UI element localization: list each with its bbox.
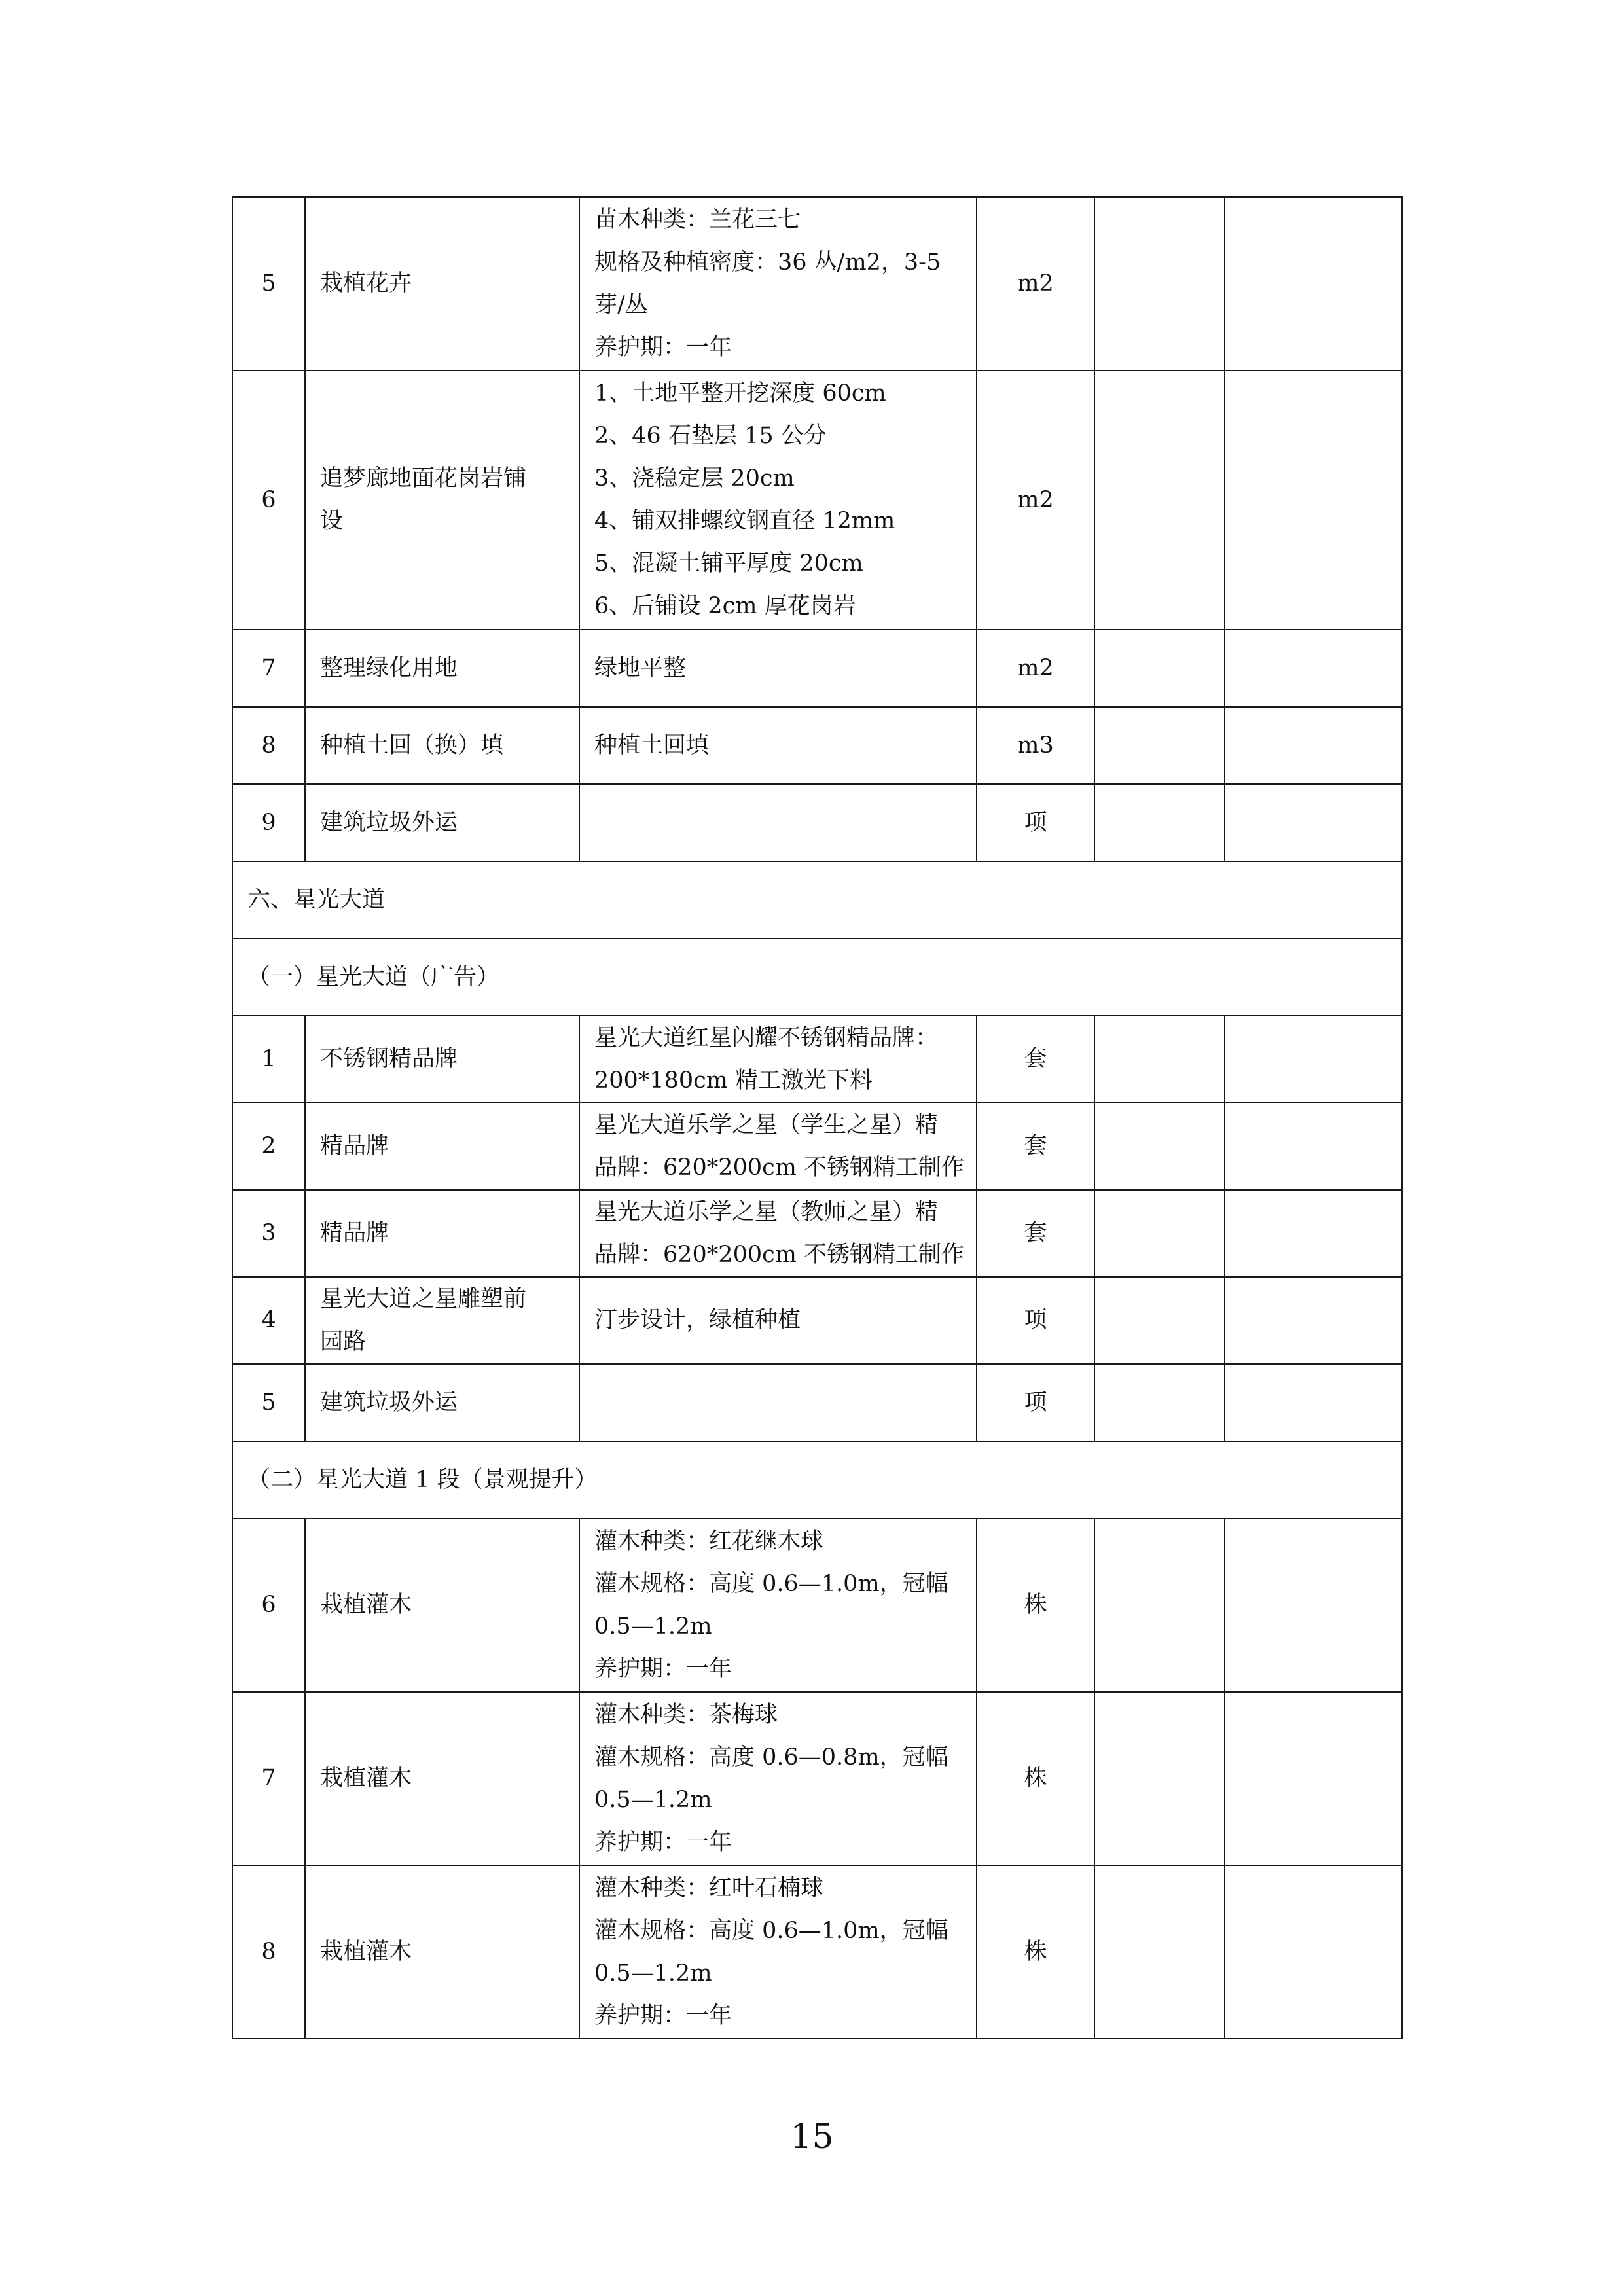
item-description-cell [579,370,977,630]
item-number-cell: 7 [232,630,305,707]
unit-cell: m2 [977,197,1094,370]
cell-line: 灌木种类：红花继木球 [594,1528,824,1554]
remark-cell [1225,1865,1402,2039]
table-body-block1 [232,197,1402,861]
cell-line: 0.5—1.2m [594,1960,712,1986]
subsection-title-2: （二）星光大道 1 段（景观提升） [232,1441,1402,1518]
subsection-title-1: （一）星光大道（广告） [232,939,1402,1016]
item-number-cell: 7 [232,1692,305,1865]
cell-line: 养护期：一年 [594,2002,732,2029]
cell-line: 园路 [320,1328,367,1355]
table-row [232,630,1402,707]
unit-cell: 株 [977,1692,1094,1865]
quantity-cell [1094,1016,1225,1103]
item-name-cell [305,707,579,784]
cell-line: 灌木种类：红叶石楠球 [594,1874,824,1901]
cell-line: 栽植灌木 [320,1592,412,1618]
quantity-cell [1094,784,1225,861]
bill-of-quantities-table [232,196,1403,2039]
item-number-cell: 6 [232,370,305,630]
cell-line: 种植土回（换）填 [320,732,504,759]
cell-line: 星光大道之星雕塑前 [320,1285,527,1312]
unit-cell: 项 [977,1277,1094,1364]
table-row [232,1016,1402,1103]
quantity-cell [1094,1277,1225,1364]
item-description-cell [579,1016,977,1103]
cell-line: 栽植灌木 [320,1765,412,1791]
table-row [232,1865,1402,2039]
remark-cell [1225,197,1402,370]
quantity-cell [1094,197,1225,370]
unit-cell: 株 [977,1865,1094,2039]
cell-line: 养护期：一年 [594,334,732,361]
section-title: 六、星光大道 [232,861,1402,939]
remark-cell [1225,1016,1402,1103]
cell-line: 品牌：620*200cm 不锈钢精工制作 [594,1154,965,1181]
item-description-cell [579,1103,977,1190]
item-number-cell: 8 [232,707,305,784]
table-body-block3 [232,1518,1402,2039]
table-row [232,1190,1402,1277]
cell-line: 汀步设计，绿植种植 [594,1307,801,1333]
item-number-cell: 5 [232,197,305,370]
remark-cell [1225,370,1402,630]
remark-cell [1225,1190,1402,1277]
unit-cell: 套 [977,1103,1094,1190]
item-description-cell [579,707,977,784]
subsection-row [232,1441,1402,1518]
item-number-cell: 2 [232,1103,305,1190]
cell-line: 精品牌 [320,1220,389,1246]
cell-line: 建筑垃圾外运 [320,809,458,836]
table-row [232,197,1402,370]
remark-cell [1225,1692,1402,1865]
unit-cell: 株 [977,1518,1094,1692]
section-row [232,861,1402,939]
cell-line: 0.5—1.2m [594,1613,712,1640]
cell-line: 养护期：一年 [594,1829,732,1856]
item-name-cell [305,1016,579,1103]
table-row [232,370,1402,630]
item-name-cell [305,784,579,861]
cell-line: 灌木规格：高度 0.6—0.8m，冠幅 [594,1744,948,1770]
cell-line: 星光大道乐学之星（学生之星）精 [594,1111,939,1138]
cell-line: 4、铺双排螺纹钢直径 12mm [594,508,895,534]
cell-line: 养护期：一年 [594,1655,732,1682]
item-number-cell: 8 [232,1865,305,2039]
item-number-cell: 4 [232,1277,305,1364]
item-name-cell [305,1190,579,1277]
quantity-cell [1094,1692,1225,1865]
cell-line: 建筑垃圾外运 [320,1389,458,1416]
unit-cell: m2 [977,630,1094,707]
table-row [232,1692,1402,1865]
item-name-cell [305,1518,579,1692]
unit-cell: 套 [977,1016,1094,1103]
cell-line: 2、46 石垫层 15 公分 [594,423,827,449]
item-name-cell [305,1277,579,1364]
cell-line: 精品牌 [320,1133,389,1159]
item-description-cell [579,1865,977,2039]
unit-cell: m3 [977,707,1094,784]
subsection-row [232,939,1402,1016]
cell-line: 0.5—1.2m [594,1786,712,1813]
cell-line: 整理绿化用地 [320,655,458,681]
item-name-cell [305,1865,579,2039]
table-row [232,1364,1402,1441]
cell-line: 灌木规格：高度 0.6—1.0m，冠幅 [594,1917,948,1944]
cell-line: 追梦廊地面花岗岩铺 [320,465,527,492]
item-number-cell: 5 [232,1364,305,1441]
cell-line: 灌木规格：高度 0.6—1.0m，冠幅 [594,1570,948,1597]
remark-cell [1225,707,1402,784]
cell-line: 6、后铺设 2cm 厚花岗岩 [594,593,856,619]
table-body-block2 [232,1016,1402,1441]
remark-cell [1225,1277,1402,1364]
remark-cell [1225,1364,1402,1441]
cell-line: 种植土回填 [594,732,710,759]
unit-cell: m2 [977,370,1094,630]
cell-line: 不锈钢精品牌 [320,1046,458,1072]
item-number-cell: 3 [232,1190,305,1277]
cell-line: 规格及种植密度：36 丛/m2，3-5 [594,249,941,276]
item-name-cell [305,197,579,370]
table-row [232,707,1402,784]
cell-line: 1、土地平整开挖深度 60cm [594,380,886,406]
cell-line: 200*180cm 精工激光下料 [594,1067,873,1094]
unit-cell: 项 [977,1364,1094,1441]
table-row [232,784,1402,861]
quantity-cell [1094,1518,1225,1692]
unit-cell: 项 [977,784,1094,861]
item-description-cell [579,1692,977,1865]
cell-line: 灌木种类：茶梅球 [594,1701,778,1728]
cell-line: 栽植灌木 [320,1939,412,1965]
item-number-cell: 6 [232,1518,305,1692]
quantity-cell [1094,370,1225,630]
item-name-cell [305,1692,579,1865]
cell-line: 3、浇稳定层 20cm [594,465,795,492]
quantity-cell [1094,1103,1225,1190]
quantity-cell [1094,1865,1225,2039]
remark-cell [1225,1103,1402,1190]
item-number-cell: 1 [232,1016,305,1103]
cell-line: 设 [320,508,344,534]
item-description-cell [579,1190,977,1277]
cell-line: 芽/丛 [594,291,648,318]
quantity-cell [1094,1190,1225,1277]
table-row [232,1518,1402,1692]
item-description-cell [579,1518,977,1692]
quantity-cell [1094,1364,1225,1441]
cell-line: 苗木种类：兰花三七 [594,206,801,233]
item-description-cell [579,1364,977,1441]
item-name-cell [305,630,579,707]
cell-line: 品牌：620*200cm 不锈钢精工制作 [594,1241,965,1268]
item-name-cell [305,1364,579,1441]
unit-cell: 套 [977,1190,1094,1277]
page-number: 15 [790,2117,834,2157]
cell-line: 绿地平整 [594,655,687,681]
quantity-cell [1094,630,1225,707]
item-description-cell [579,197,977,370]
remark-cell [1225,630,1402,707]
remark-cell [1225,1518,1402,1692]
item-description-cell [579,784,977,861]
item-name-cell [305,1103,579,1190]
cell-line: 5、混凝土铺平厚度 20cm [594,550,863,577]
section-heading-group [232,861,1402,1016]
cell-line: 星光大道红星闪耀不锈钢精品牌： [594,1024,939,1051]
cell-line: 栽植花卉 [320,270,412,296]
table-row [232,1103,1402,1190]
table-row [232,1277,1402,1364]
subsection-heading-group [232,1441,1402,1518]
quantity-cell [1094,707,1225,784]
item-description-cell [579,1277,977,1364]
cell-line: 星光大道乐学之星（教师之星）精 [594,1198,939,1225]
item-name-cell [305,370,579,630]
item-description-cell [579,630,977,707]
item-number-cell: 9 [232,784,305,861]
remark-cell [1225,784,1402,861]
